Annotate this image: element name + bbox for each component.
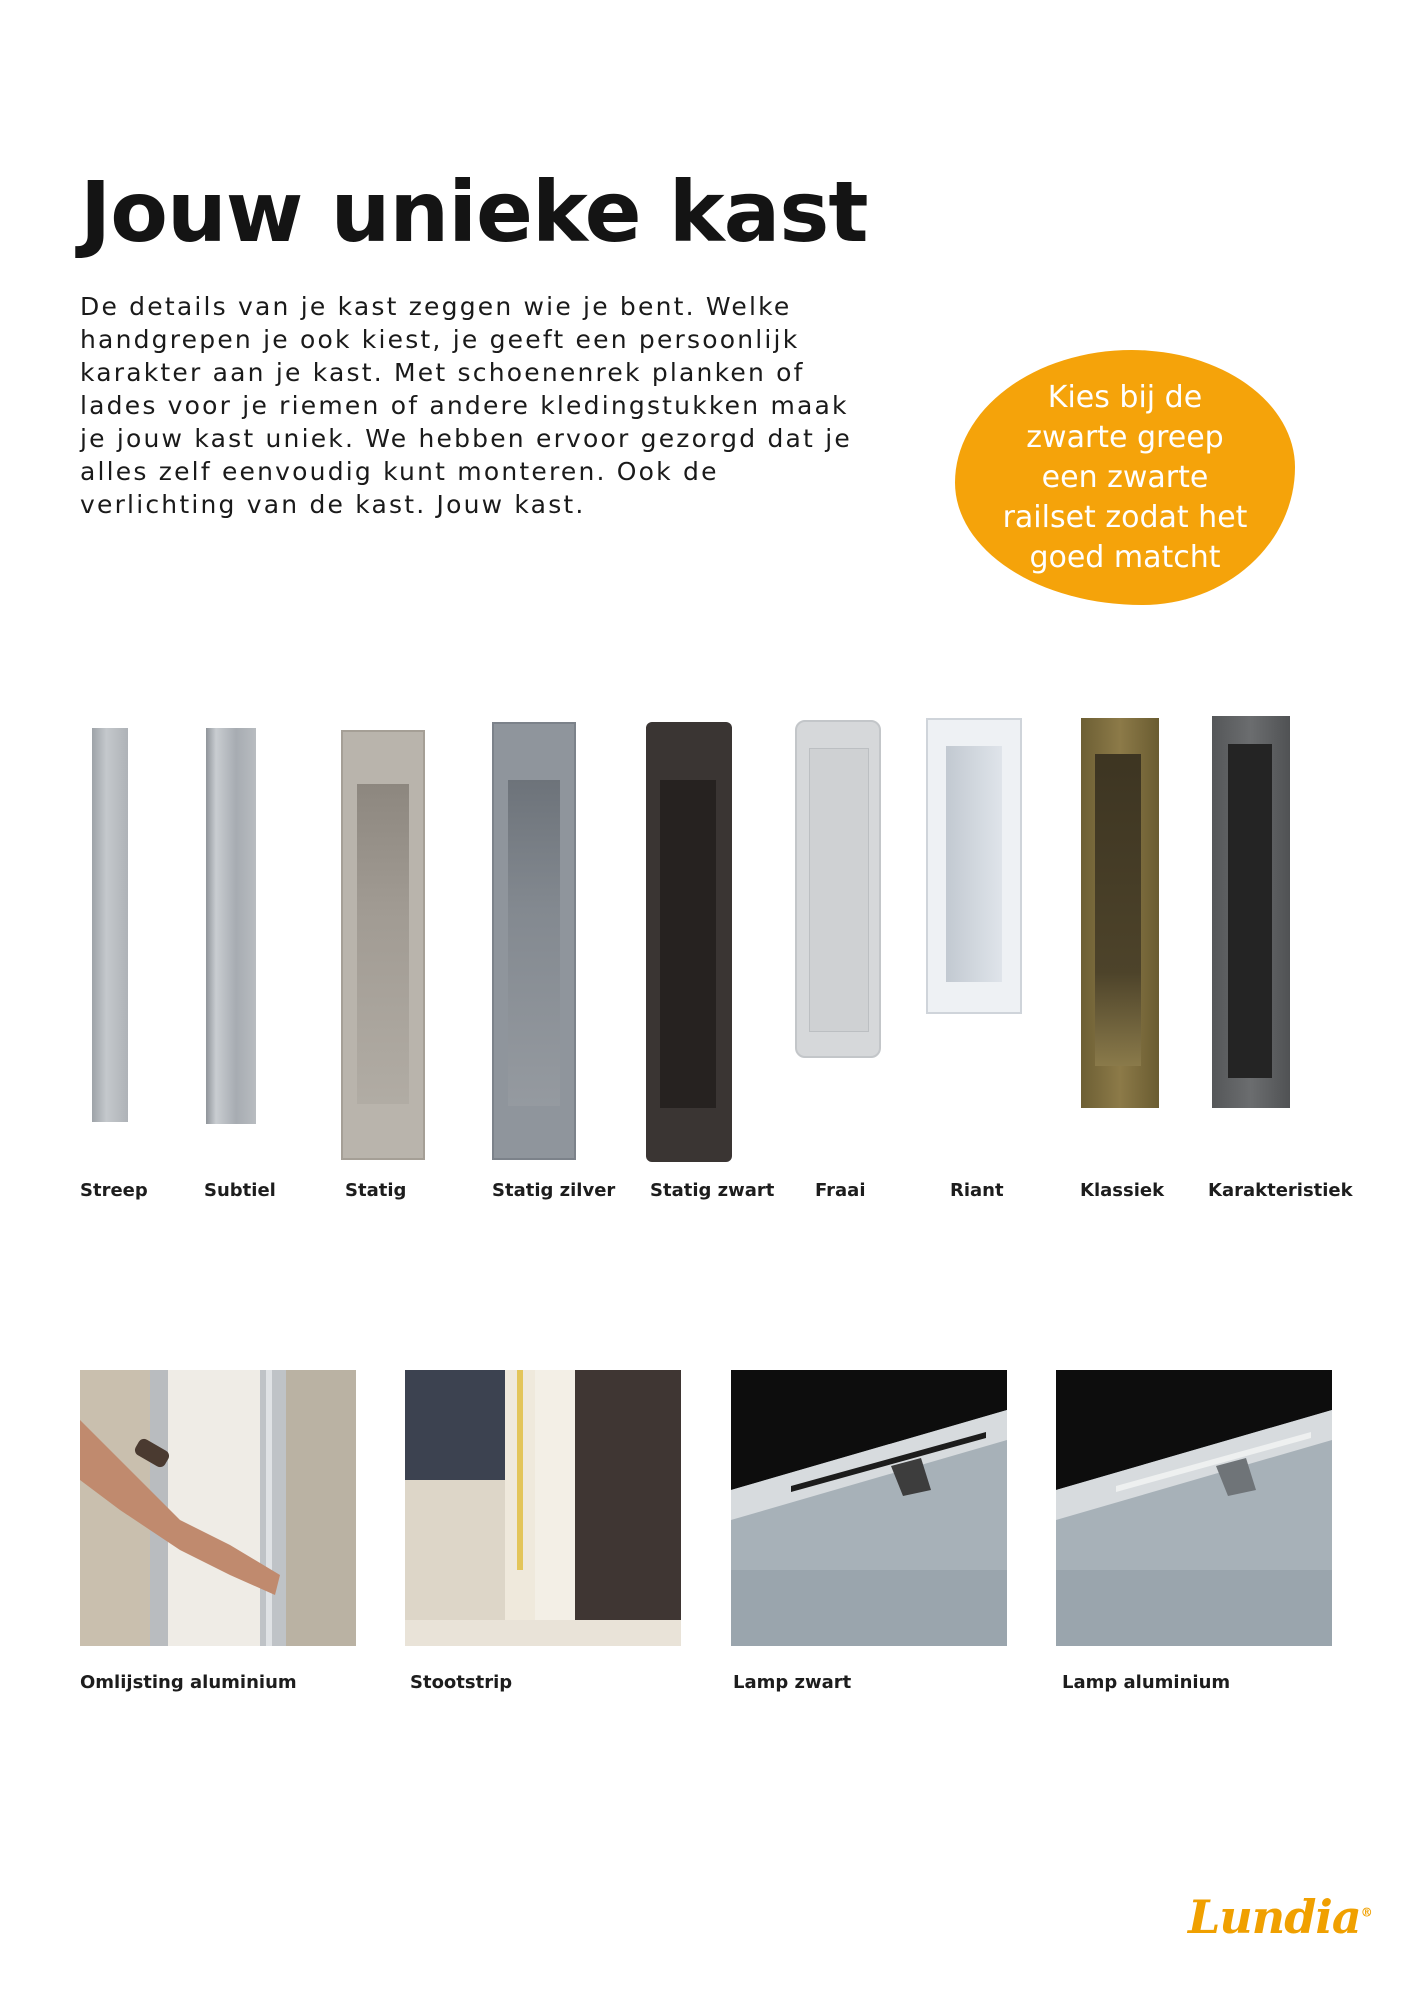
photo-omlijsting-aluminium: [80, 1370, 356, 1646]
photo-label-stootstrip: Stootstrip: [410, 1672, 513, 1693]
handle-klassiek: [1081, 718, 1159, 1108]
handle-label-klassiek: Klassiek: [1080, 1180, 1165, 1201]
handle-label-fraai: Fraai: [815, 1180, 866, 1201]
callout-bubble: [955, 350, 1295, 605]
handle-statig-zwart: [646, 722, 732, 1162]
handle-karakteristiek: [1212, 716, 1290, 1108]
handle-label-subtiel: Subtiel: [204, 1180, 276, 1201]
photo-stootstrip: [405, 1370, 681, 1646]
photo-lamp-zwart: [731, 1370, 1007, 1646]
handle-fraai: [795, 720, 881, 1058]
handle-statig-zilver: [492, 722, 576, 1160]
callout-text: Kies bij de zwarte greep een zwarte railset zodat het goed matcht: [1002, 379, 1248, 575]
handle-label-statig: Statig: [345, 1180, 407, 1201]
page-title: Jouw unieke kast: [80, 163, 868, 261]
handle-label-streep: Streep: [80, 1180, 148, 1201]
handle-label-karakteristiek: Karakteristiek: [1208, 1180, 1353, 1201]
photo-label-lamp-aluminium: Lamp aluminium: [1062, 1672, 1231, 1693]
photo-lamp-aluminium: [1056, 1370, 1332, 1646]
handle-streep: [92, 728, 128, 1122]
handle-label-riant: Riant: [950, 1180, 1004, 1201]
photo-label-lamp-zwart: Lamp zwart: [733, 1672, 852, 1693]
handle-label-statig-zilver: Statig zilver: [492, 1180, 616, 1201]
handle-riant: [926, 718, 1022, 1014]
handle-statig: [341, 730, 425, 1160]
photo-label-omlijsting: Omlijsting aluminium: [80, 1672, 297, 1693]
lundia-logo: Lundia®: [1188, 1890, 1372, 1944]
handle-label-statig-zwart: Statig zwart: [650, 1180, 775, 1201]
handle-subtiel: [206, 728, 256, 1124]
intro-paragraph: De details van je kast zeggen wie je bent. Welke handgrepen je ook kiest, je geeft een persoonlijk karakter aan je kast. Met schoenenrek planken of lades voor je riemen of andere kledingstukken maak je jouw kast uniek. We hebben ervoor gezorgd dat je alles zelf eenvoudig kunt monteren. Ook de verlichting van de kast. Jouw kast.: [80, 292, 852, 519]
